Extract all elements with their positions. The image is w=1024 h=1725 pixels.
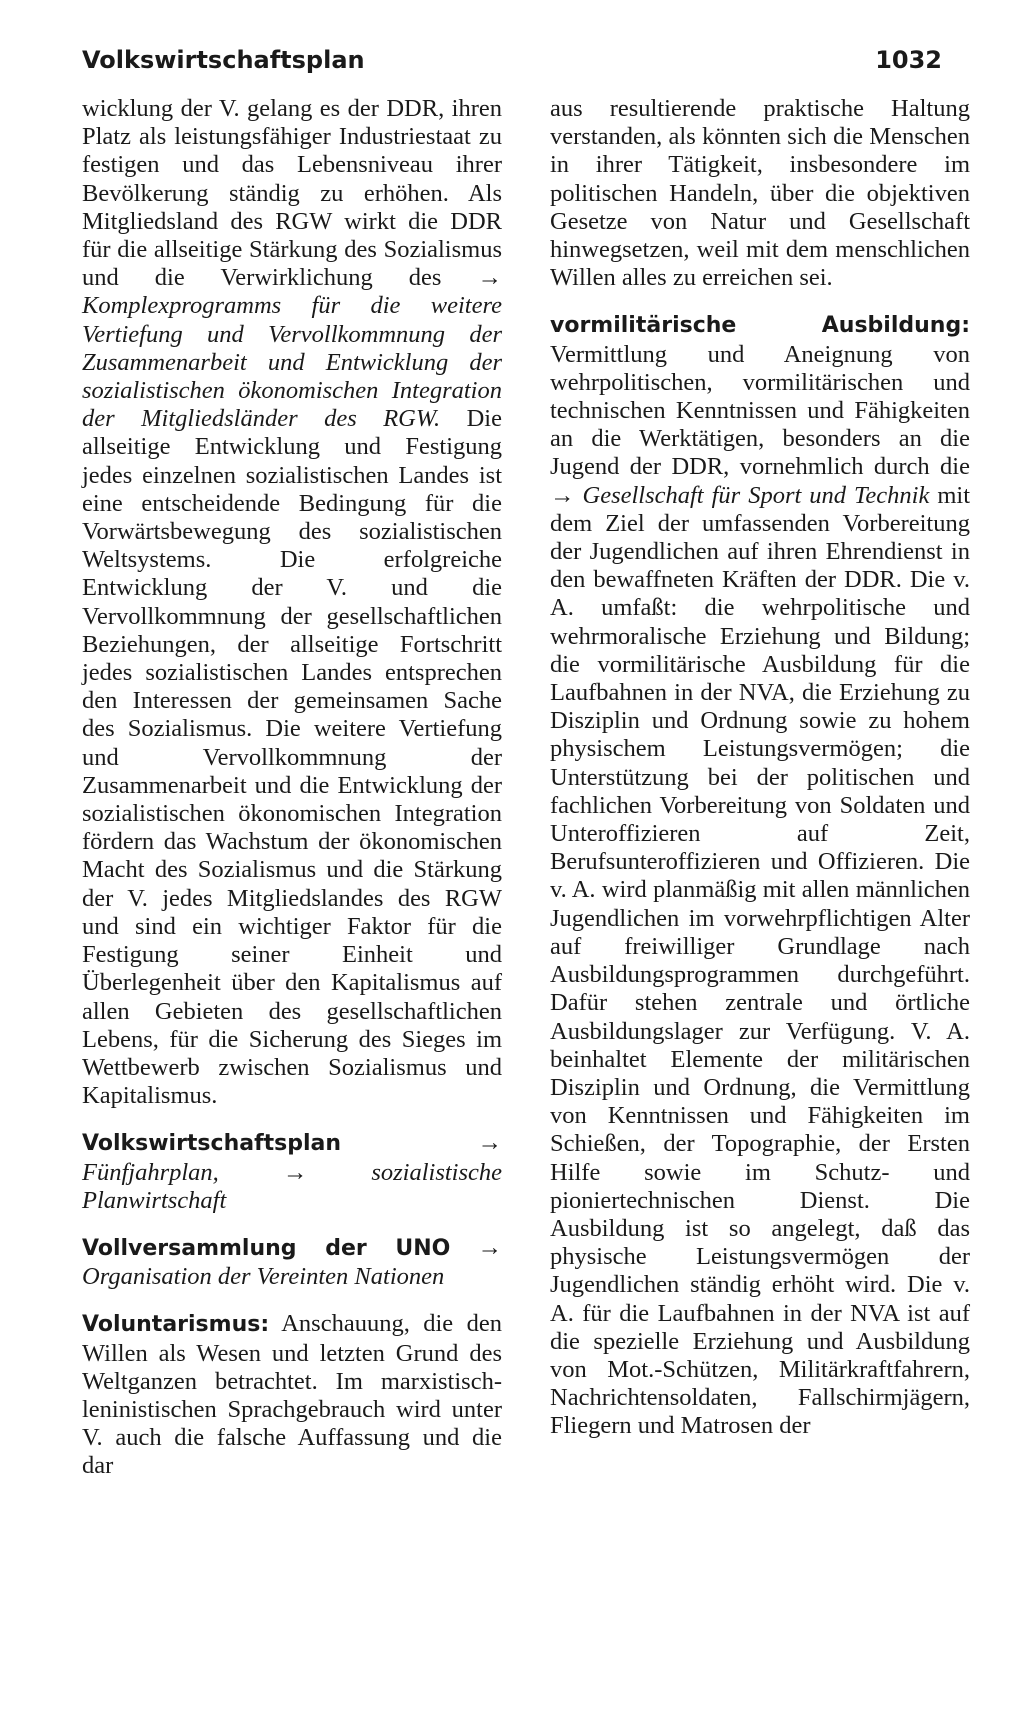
cross-reference[interactable]: Gesellschaft für Sport und Technik <box>582 481 930 509</box>
entry-voluntarismus <box>82 1310 502 1480</box>
cross-reference-arrow: → <box>477 1129 502 1157</box>
cross-reference-arrow: → <box>477 1233 502 1261</box>
body-text: Anschauung, die den Willen als Wesen und letzten Grund des Weltganzen betrachtet. Im marxistisch-leninistischen Sprachgebrauch wird unter V. auch die falsche Auffassung und die dar <box>82 1310 502 1480</box>
cross-reference[interactable]: Fünfjahrplan, <box>82 1158 219 1186</box>
entry-vollversammlung <box>82 1234 502 1291</box>
header-title: Volkswirtschaftsplan <box>82 46 365 74</box>
running-header <box>82 46 942 80</box>
left-column <box>82 95 502 1481</box>
body-text: Vermittlung und Aneignung von wehrpolitischen, vormilitärischen und technischen Kenntnissen und Fähigkeiten an die Werktätigen, besonders an die Jugend der DDR, vornehmlich durch die <box>550 340 970 481</box>
cross-reference[interactable]: sozialistische Planwirtschaft <box>82 1158 502 1214</box>
entry-lemma: Volkswirtschaftsplan <box>82 1131 342 1157</box>
cross-reference[interactable]: Organisation der Vereinten Nationen <box>82 1263 445 1291</box>
continued-paragraph <box>550 95 970 292</box>
right-column <box>550 95 970 1441</box>
body-text: wicklung der V. gelang es der DDR, ihren Platz als leistungsfähiger Industriestaat zu festigen und das Lebensniveau ihrer Bevölkerung ständig zu erhöhen. Als Mitgliedsland des RGW wirkt die DDR für die allseitige Stärkung des Sozialismus und die Verwirklichung des <box>82 95 502 292</box>
body-text: aus resultierende praktische Haltung verstanden, als könnten sich die Menschen in ihrer Tätigkeit, insbesondere im politischen Handeln, über die objektiven Gesetze von Natur und Gesellschaft hinwegsetzen, weil mit dem menschlichen Willen alles zu erreichen sei. <box>550 95 970 292</box>
entry-lemma: Voluntarismus: <box>82 1312 270 1338</box>
cross-reference[interactable]: Komplexprogramms für die weitere Vertiefung und Vervollkommnung der Zusammenarbeit und Entwicklung der sozialistischen ökonomischen Integration der Mitgliedsländer des RGW. <box>82 292 502 433</box>
body-text: mit dem Ziel der umfassenden Vorbereitung der Jugendlichen auf ihren Ehrendienst in den bewaffneten Kräften der DDR. Die v. A. umfaßt: die wehrpolitische und wehrmoralische Erziehung und Bildung; die vormilitärische Ausbildung für die Laufbahnen in der NVA, die Erziehung zu Disziplin und Ordnung sowie zu hohem physischem Leistungsvermögen; die Unterstützung bei der politischen und fachlichen Vorbereitung von Soldaten und Unteroffizieren auf Zeit, Berufsunteroffizieren und Offizieren. Die v. A. wird planmäßig mit allen männlichen Jugendlichen im vorwehrpflichtigen Alter auf freiwilliger Grundlage nach Ausbildungsprogrammen durchgeführt. Dafür stehen zentrale und örtliche Ausbildungslager zur Verfügung. V. A. beinhaltet Elemente der militärischen Disziplin und Ordnung, die Vermittlung von Kenntnissen und Fähigkeiten im Schießen, der Topographie, der Ersten Hilfe sowie im Schutz- und pioniertechnischen Dienst. Die Ausbildung ist so angelegt, daß das physische Leistungsvermögen der Jugendlichen ständig erhöht wird. Die v. A. für die Laufbahnen in der NVA ist auf die spezielle Erziehung und Ausbildung von Mot.-Schützen, Militärkraftfahrern, Nachrichtensoldaten, Fallschirmjägern, Fliegern und Matrosen der <box>550 481 971 1440</box>
entry-volkswirtschaftsplan <box>82 1129 502 1215</box>
entry-vormilitaerische-ausbildung <box>550 311 970 1440</box>
cross-reference-arrow: → <box>477 264 502 292</box>
continued-paragraph <box>82 95 502 1110</box>
entry-lemma: Vollversammlung der UNO <box>82 1235 451 1261</box>
page-number: 1032 <box>875 46 942 74</box>
cross-reference-arrow: → <box>550 481 575 509</box>
cross-reference-arrow: → <box>282 1158 308 1186</box>
entry-lemma: vormilitärische Ausbildung: <box>550 313 970 339</box>
body-text: Die allseitige Entwicklung und Festigung jedes einzelnen sozialistischen Landes ist eine entscheidende Bedingung für die Vorwärtsbewegung des sozialistischen Weltsystems. Die erfolgreiche Entwicklung der V. und die Vervollkommnung der gesellschaftlichen Beziehungen, der allseitige Fortschritt jedes sozialistischen Landes entsprechen den Interessen der gemeinsamen Sache des Sozialismus. Die weitere Vertiefung und Vervollkommnung der Zusammenarbeit und die Entwicklung der sozialistischen ökonomischen Integration fördern das Wachstum der ökonomischen Macht des Sozialismus und die Stärkung der V. jedes Mitgliedslandes des RGW und sind ein wichtiger Faktor für die Festigung seiner Einheit und Überlegenheit über den Kapitalismus auf allen Gebieten des gesellschaftlichen Lebens, für die Sicherung des Sieges im Wettbewerb zwischen Sozialismus und Kapitalismus. <box>82 405 502 1110</box>
